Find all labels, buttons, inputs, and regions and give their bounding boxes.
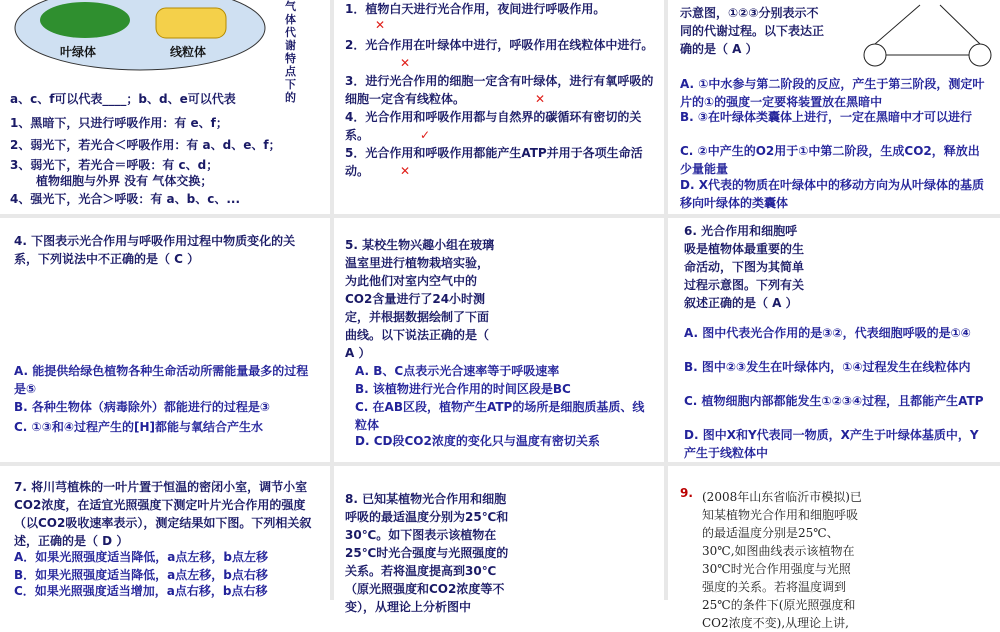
p9-number: 9. [680, 486, 693, 500]
p4-stem: 4. 下图表示光合作用与呼吸作用过程中物质变化的关系，下列说法中不正确的是（ C ） [14, 234, 296, 266]
p6-opt-a: A. 图中代表光合作用的是③②，代表细胞呼吸的是①④ [684, 326, 971, 340]
p5-stem: 5. 某校生物兴趣小组在玻璃温室里进行植物栽培实验，为此他们对室内空气中的CO2含量进行了24小时测定，并根据数据绘制了下面曲线。以下说法正确的是（ A ） [345, 238, 495, 360]
p1-line-1: 1、黑暗下，只进行呼吸作用：有 e、f； [10, 116, 228, 130]
p2-item-2: 3．进行光合作用的细胞一定含有叶绿体，进行有氧呼吸的细胞一定含有线粒体。 [345, 74, 654, 106]
p3-diagram [830, 0, 1000, 75]
chloroplast-label: 叶绿体 [60, 45, 97, 59]
side-label: 气体代谢特点 下的 [285, 0, 296, 104]
p6-opt-b: B. 图中②③发生在叶绿体内，①④过程发生在线粒体内 [684, 360, 971, 374]
p1-line-3: 3、弱光下，若光合＝呼吸：有 c、d； [10, 158, 219, 172]
cell-diagram [10, 0, 270, 72]
p2-item-0: 1．植物白天进行光合作用，夜间进行呼吸作用。 [345, 2, 606, 16]
p4-opt-a: A. 能提供给绿色植物各种生命活动所需能量最多的过程是⑤ [14, 364, 309, 396]
p5-opt-c: C. 在AB区段，植物产生ATP的场所是细胞质基质、线粒体 [355, 400, 645, 432]
p9-text: (2008年山东省临沂市模拟)已知某植物光合作用和细胞呼吸的最适温度分别是25℃、30℃,如图曲线表示该植物在30℃时光合作用强度与光照强度的关系。若将温度调到25℃的条件下(原光照强度和CO2浓度不变),从理论上讲, [702, 490, 862, 630]
divider-2 [0, 462, 1000, 466]
p5-opt-a: A. B、C点表示光合速率等于呼吸速率 [355, 364, 560, 378]
mark-3: ✓ [420, 128, 431, 142]
p5-opt-d: D. CD段CO2浓度的变化只与温度有密切关系 [355, 434, 600, 448]
p5-opt-b: B. 该植物进行光合作用的时间区段是BC [355, 382, 571, 396]
p4-opt-c: C. ①③和④过程产生的[H]都能与氧结合产生水 [14, 420, 264, 434]
p6-opt-c: C. 植物细胞内部都能发生①②③④过程，且都能产生ATP [684, 394, 984, 408]
p1-line-5: 4、强光下，光合＞呼吸：有 a、b、c、... [10, 192, 241, 206]
p7-opt-c: C．如果光照强度适当增加，a点右移，b点右移 [14, 584, 268, 598]
p2-item-1: 2．光合作用在叶绿体中进行，呼吸作用在线粒体中进行。 [345, 38, 654, 52]
mark-0: ✕ [375, 18, 386, 32]
p3-opt-d: D. X代表的物质在叶绿体中的移动方向为从叶绿体的基质移向叶绿体的类囊体 [680, 178, 984, 210]
mito-label: 线粒体 [170, 45, 207, 59]
p3-opt-c: C. ②中产生的O2用于①中第二阶段，生成CO2，释放出少量能量 [680, 144, 980, 176]
p7-stem: 7. 将川芎植株的一叶片置于恒温的密闭小室，调节小室CO2浓度，在适宜光照强度下测定叶片光合作用的强度（以CO2吸收速率表示），测定结果如下图。下列相关叙述，正确的是（ D ） [14, 480, 312, 548]
p3-stem: 示意图，①②③分别表示不同的代谢过程。以下表达正确的是（ A ） [680, 6, 825, 56]
p8-stem: 8. 已知某植物光合作用和细胞呼吸的最适温度分别为25℃和30℃。如下图表示该植物在25℃时光合强度与光照强度的关系。若将温度提高到30℃（原光照强度和CO2浓度等不变），从理论上分析图中 [345, 492, 509, 614]
p2-item-3: 4．光合作用和呼吸作用都与自然界的碳循环有密切的关系。 [345, 110, 642, 142]
mark-1: ✕ [400, 56, 411, 70]
p2-item-4: 5．光合作用和呼吸作用都能产生ATP并用于各项生命活动。 [345, 146, 643, 178]
mark-2: ✕ [535, 92, 546, 106]
divider-v1 [330, 0, 334, 600]
p6-opt-d: D. 图中X和Y代表同一物质，X产生于叶绿体基质中，Y产生于线粒体中 [684, 428, 979, 460]
divider-v2 [664, 0, 668, 600]
mark-4: ✕ [400, 164, 411, 178]
divider-1 [0, 214, 1000, 218]
p7-opt-b: B．如果光照强度适当降低，a点左移，b点右移 [14, 568, 268, 582]
p3-opt-a: A. ①中水参与第二阶段的反应，产生于第三阶段，测定叶片的①的强度一定要将装置放在黑暗中 [680, 77, 985, 109]
p4-opt-b: B. 各种生物体（病毒除外）都能进行的过程是③ [14, 400, 271, 414]
p6-stem: 6. 光合作用和细胞呼吸是植物体最重要的生命活动，下图为其简单过程示意图。下列有关叙述正确的是（ A ） [684, 224, 805, 310]
p1-line-4: 植物细胞与外界 没有 气体交换； [36, 174, 213, 188]
p1-line-2: 2、弱光下，若光合＜呼吸作用：有 a、d、e、f； [10, 138, 281, 152]
p3-opt-b: B. ③在叶绿体类囊体上进行，一定在黑暗中才可以进行 [680, 110, 973, 124]
p7-opt-a: A．如果光照强度适当降低，a点左移，b点左移 [14, 550, 268, 564]
p1-line-0: a、c、f可以代表____；b、d、e可以代表 [10, 92, 236, 106]
